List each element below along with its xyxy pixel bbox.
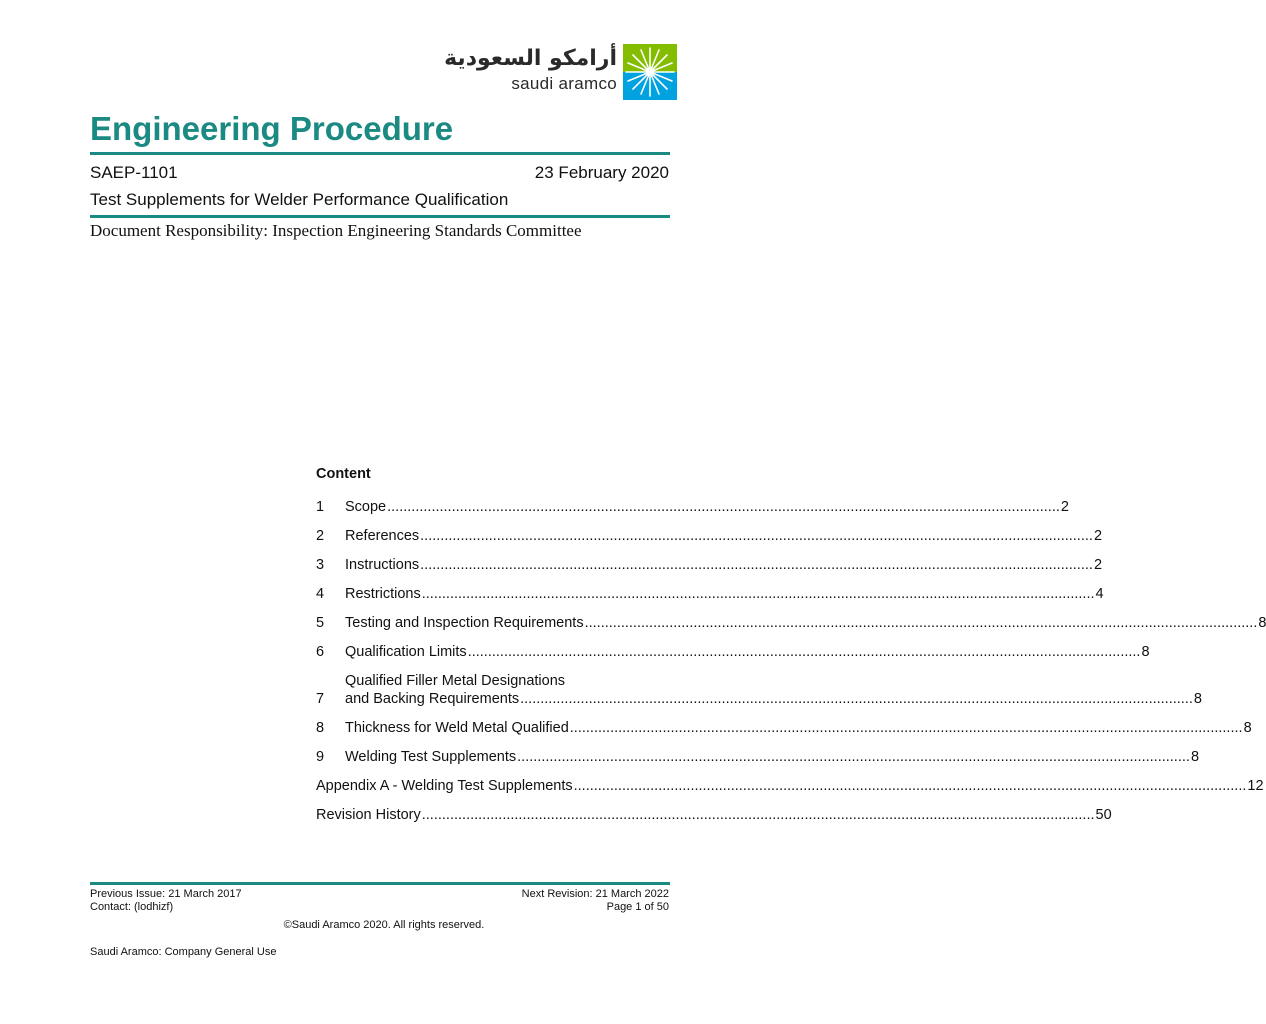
toc-entry-label: Revision History	[316, 807, 421, 823]
toc-entry-line	[345, 690, 1202, 708]
toc-entry-label: Testing and Inspection Requirements	[345, 615, 584, 631]
page-number: Page 1 of 50	[606, 901, 669, 913]
toc-dot-leader	[520, 690, 1193, 708]
toc-entry-page: 12	[1247, 778, 1264, 794]
toc-entry-number: 2	[316, 528, 325, 544]
toc-entry-line	[345, 585, 1104, 603]
toc-entry-body	[345, 748, 1199, 766]
document-responsibility: Document Responsibility: Inspection Engineering Standards Committee	[90, 221, 582, 240]
toc-entry-number: 9	[316, 749, 325, 765]
page-title: Engineering Procedure	[90, 110, 454, 147]
toc-entry[interactable]	[316, 777, 1264, 795]
toc-entry-label: Welding Test Supplements	[345, 749, 517, 765]
toc-entry-page: 2	[1093, 528, 1103, 544]
toc-dot-leader	[570, 719, 1243, 737]
toc-entry-page: 2	[1060, 499, 1069, 515]
toc-entry-body	[316, 806, 1112, 824]
toc-entry-line	[345, 498, 1069, 516]
toc-entry-body	[345, 672, 1202, 708]
company-logo	[444, 44, 677, 100]
toc-list	[316, 498, 1266, 824]
toc-entry-number: 3	[316, 557, 325, 573]
toc-entry-line	[345, 614, 1266, 632]
toc-entry[interactable]	[316, 556, 1103, 574]
title-divider	[90, 152, 670, 155]
toc-entry-body	[345, 643, 1150, 661]
toc-entry-line	[345, 719, 1252, 737]
toc-entry-page: 8	[1243, 720, 1252, 736]
toc-entry-label: Qualified Filler Metal Designations	[345, 673, 566, 689]
toc-entry-number: 1	[316, 499, 325, 515]
toc-entry-label: Appendix A - Welding Test Supplements	[316, 778, 573, 794]
toc-entry[interactable]	[316, 643, 1150, 661]
toc-entry-line	[345, 672, 1202, 690]
toc-entry-body	[345, 556, 1102, 574]
toc-entry-number: 8	[316, 720, 325, 736]
toc-entry-body	[345, 498, 1069, 516]
toc-dot-leader	[517, 748, 1190, 766]
toc-entry-line	[345, 527, 1102, 545]
toc-entry-page: 50	[1095, 807, 1112, 823]
toc-dot-leader	[585, 614, 1258, 632]
previous-issue: Previous Issue: 21 March 2017	[90, 888, 242, 900]
toc-entry-line	[316, 806, 1112, 824]
toc-entry-label: and Backing Requirements	[345, 691, 520, 707]
toc-dot-leader	[420, 556, 1093, 574]
toc-entry[interactable]	[316, 672, 1202, 708]
toc-entry-label: Scope	[345, 499, 387, 515]
toc-entry-body	[345, 527, 1102, 545]
toc-entry-body	[345, 585, 1104, 603]
toc-dot-leader	[468, 643, 1141, 661]
toc-entry-line	[316, 777, 1264, 795]
document-date: 23 February 2020	[534, 163, 669, 182]
usage-classification: Saudi Aramco: Company General Use	[90, 946, 277, 958]
table-of-contents	[316, 466, 1266, 824]
toc-heading: Content	[316, 466, 371, 482]
toc-entry-line	[345, 643, 1150, 661]
toc-entry-label: Thickness for Weld Metal Qualified	[345, 720, 569, 736]
toc-entry[interactable]	[316, 806, 1112, 824]
contact-info: Contact: (lodhizf)	[90, 901, 174, 913]
toc-entry-number: 6	[316, 644, 325, 660]
toc-entry-body	[316, 777, 1264, 795]
toc-dot-leader	[420, 527, 1093, 545]
toc-entry-label: Restrictions	[345, 586, 421, 602]
next-revision: Next Revision: 21 March 2022	[521, 888, 669, 900]
toc-entry[interactable]	[316, 585, 1104, 603]
subtitle-divider	[90, 215, 670, 218]
toc-entry-page: 8	[1193, 691, 1202, 707]
toc-entry-number: 5	[316, 615, 325, 631]
toc-entry-number: 7	[316, 691, 325, 707]
toc-entry[interactable]	[316, 719, 1252, 737]
toc-entry-page: 8	[1141, 644, 1150, 660]
toc-entry-line	[345, 556, 1102, 574]
toc-entry-page: 8	[1258, 615, 1266, 631]
toc-entry[interactable]	[316, 498, 1069, 516]
logo-arabic-text: أرامكو السعودية	[444, 46, 617, 71]
footer-divider	[90, 882, 670, 885]
toc-entry-body	[345, 719, 1252, 737]
toc-entry-number: 4	[316, 586, 325, 602]
document-number: SAEP-1101	[90, 163, 178, 182]
copyright-notice: ©Saudi Aramco 2020. All rights reserved.	[283, 919, 485, 931]
toc-entry-page: 8	[1190, 749, 1200, 765]
toc-entry-label: Qualification Limits	[345, 644, 467, 660]
toc-entry[interactable]	[316, 527, 1103, 545]
toc-entry-line	[345, 748, 1199, 766]
toc-entry[interactable]	[316, 614, 1266, 632]
toc-entry-label: References	[345, 528, 420, 544]
toc-entry-body	[345, 614, 1266, 632]
document-subtitle: Test Supplements for Welder Performance Qualification	[90, 190, 509, 209]
toc-dot-leader	[574, 777, 1247, 795]
aramco-star-icon	[623, 44, 677, 100]
toc-dot-leader	[422, 585, 1095, 603]
toc-entry-label: Instructions	[345, 557, 420, 573]
logo-english-text: saudi aramco	[511, 74, 617, 93]
toc-dot-leader	[387, 498, 1060, 516]
toc-entry[interactable]	[316, 748, 1200, 766]
toc-dot-leader	[422, 806, 1095, 824]
toc-entry-page: 2	[1093, 557, 1103, 573]
toc-entry-page: 4	[1095, 586, 1104, 602]
